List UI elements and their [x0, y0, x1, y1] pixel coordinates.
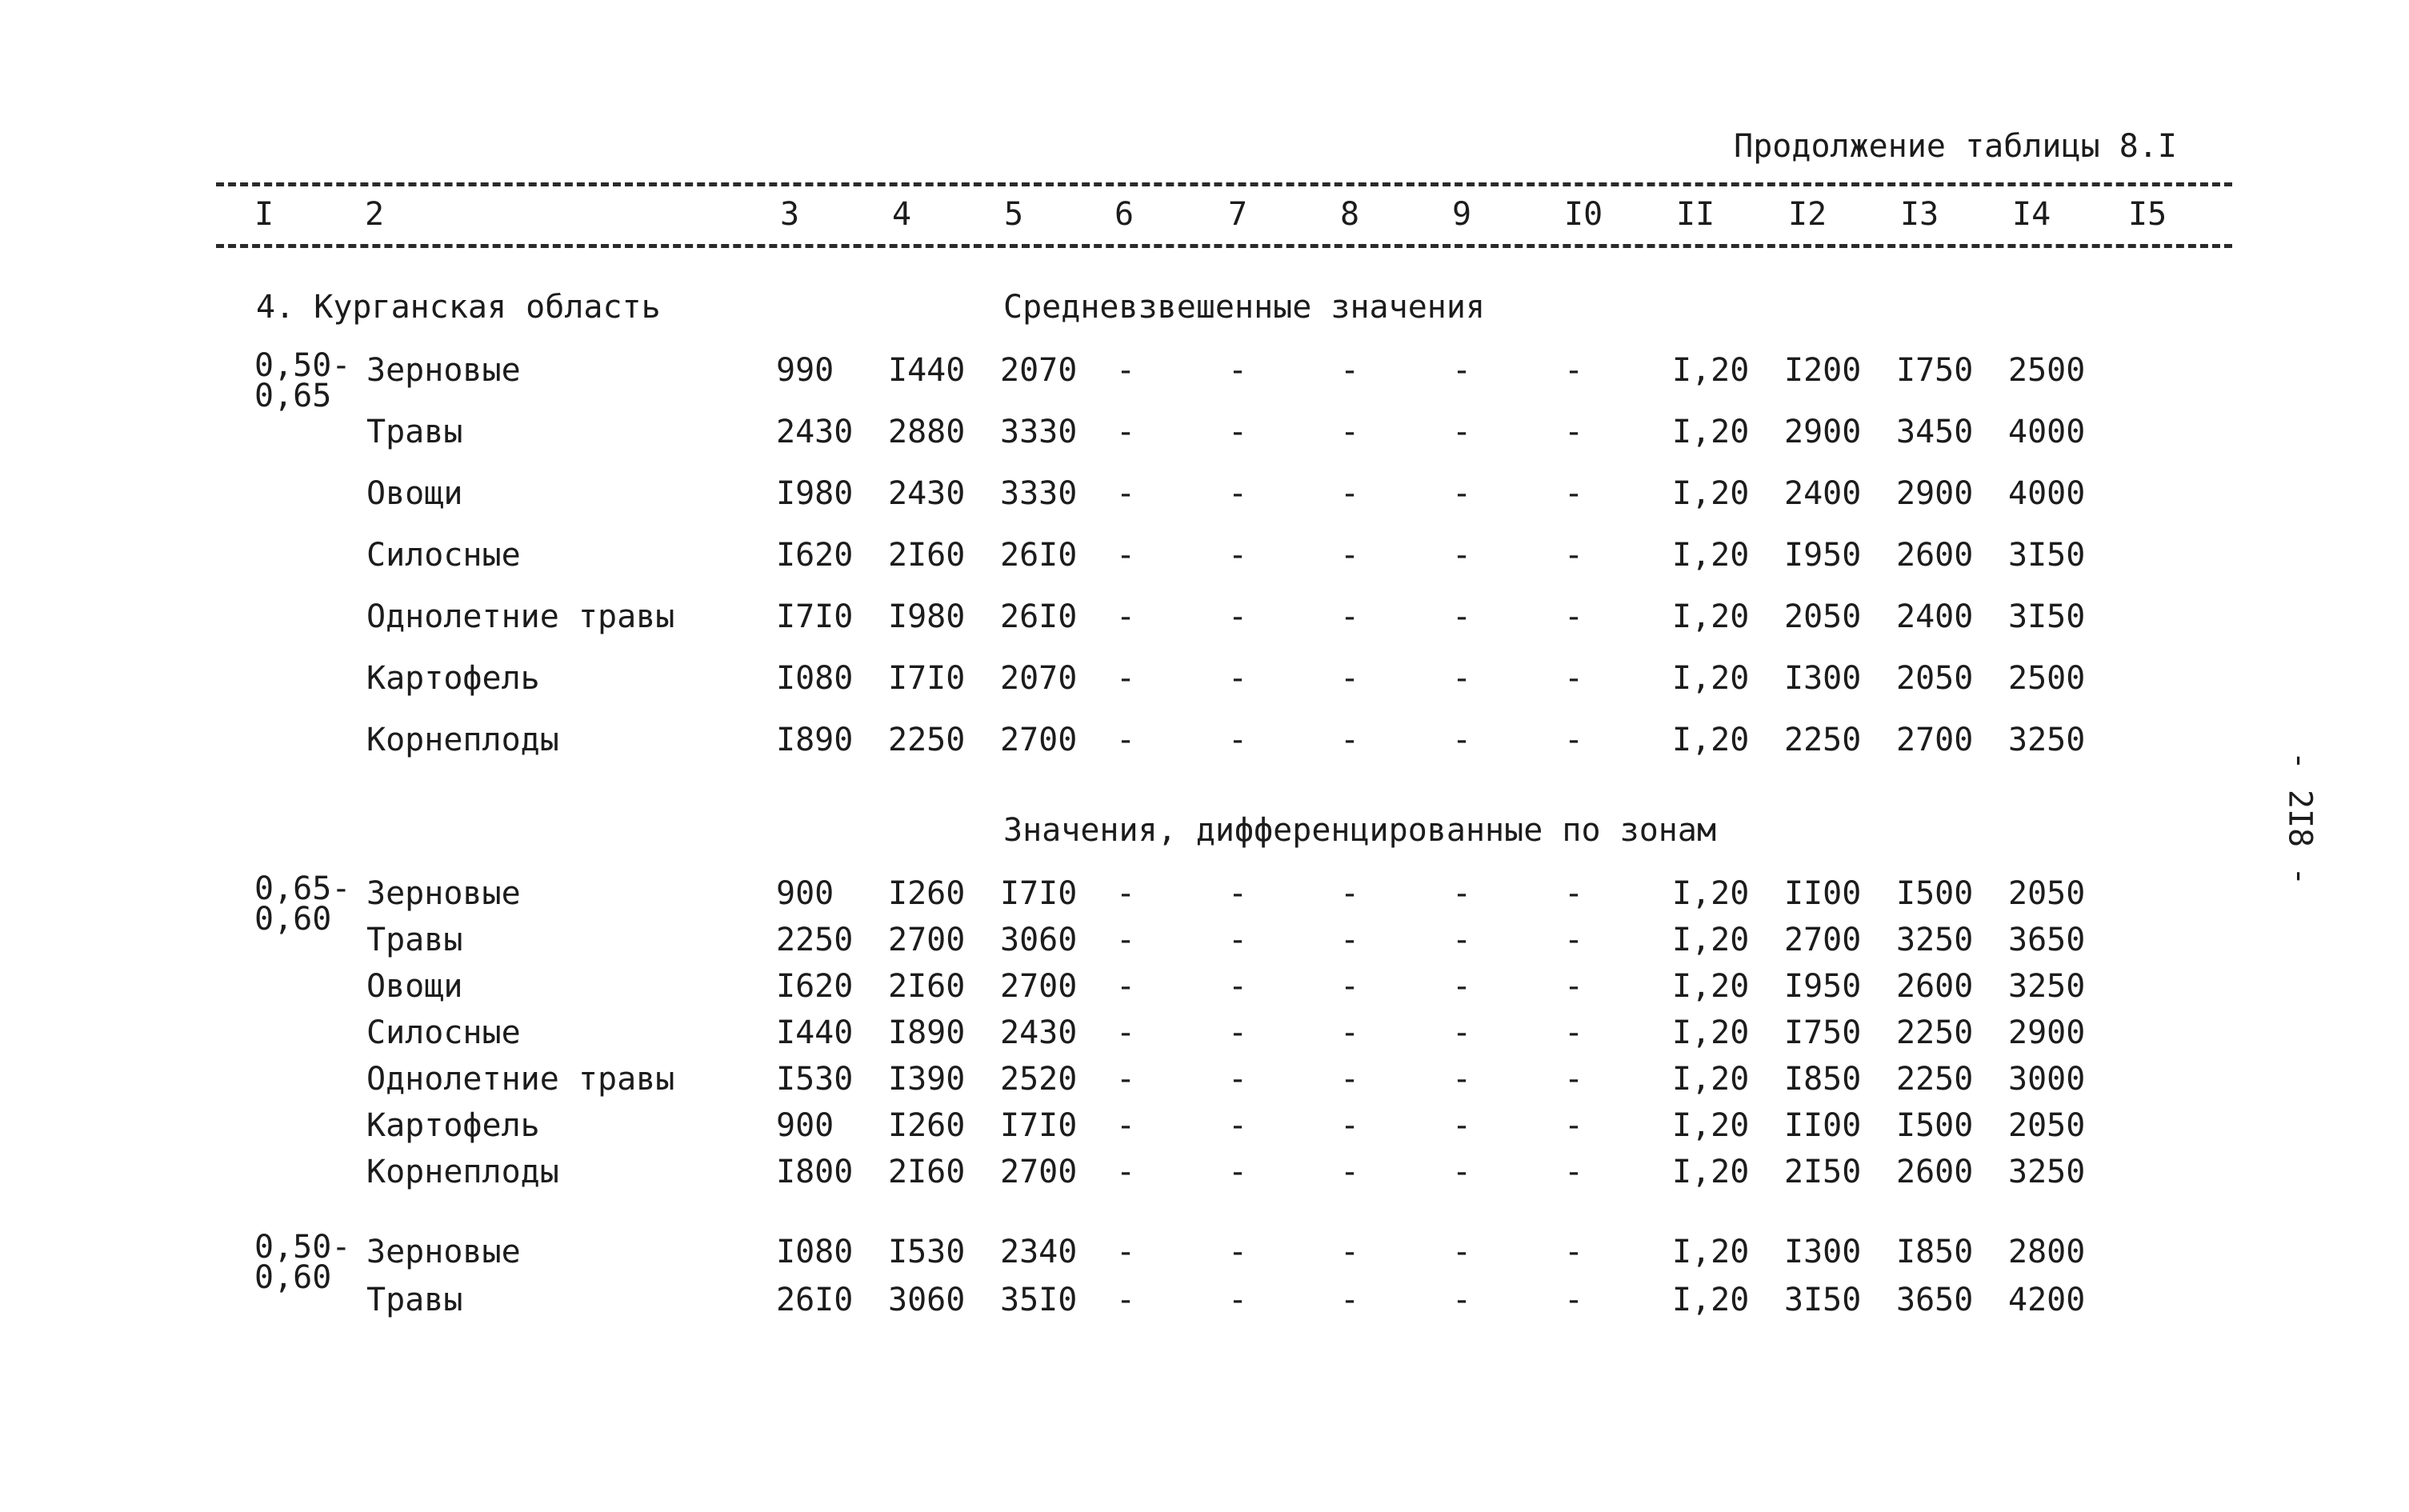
- table-cell: -: [1564, 922, 1584, 958]
- table-cell: -: [1228, 1014, 1248, 1051]
- header-col-6: 6: [1114, 196, 1134, 233]
- table-cell: -: [1452, 1014, 1472, 1051]
- table-cell: I,20: [1672, 1234, 1750, 1270]
- table-cell: 3I50: [2008, 537, 2086, 574]
- table-cell: I800: [776, 1154, 854, 1190]
- table-cell: I,20: [1672, 875, 1750, 912]
- table-cell: I,20: [1672, 598, 1750, 635]
- table-cell: 2700: [1896, 722, 1974, 758]
- crop-name: Травы: [366, 414, 463, 450]
- table-cell: -: [1564, 1154, 1584, 1190]
- table-cell: I,20: [1672, 352, 1750, 389]
- table-cell: 2250: [1896, 1061, 1974, 1098]
- table-cell: -: [1228, 475, 1248, 512]
- table-cell: -: [1452, 875, 1472, 912]
- page-number: - 2I8 -: [2281, 750, 2319, 886]
- table-cell: -: [1116, 1061, 1136, 1098]
- table-cell: I7I0: [1000, 1107, 1078, 1144]
- table-cell: -: [1340, 1234, 1360, 1270]
- table-cell: -: [1452, 1282, 1472, 1318]
- table-cell: -: [1340, 1107, 1360, 1144]
- table-cell: 2700: [888, 922, 966, 958]
- table-cell: 3250: [1896, 922, 1974, 958]
- crop-name: Травы: [366, 1282, 463, 1318]
- table-cell: II00: [1784, 1107, 1862, 1144]
- table-cell: I300: [1784, 1234, 1862, 1270]
- crop-name: Травы: [366, 922, 463, 958]
- table-cell: 26I0: [1000, 598, 1078, 635]
- table-cell: 3000: [2008, 1061, 2086, 1098]
- table-cell: -: [1228, 1061, 1248, 1098]
- table-cell: I950: [1784, 968, 1862, 1005]
- table-cell: -: [1340, 598, 1360, 635]
- table-cell: I260: [888, 1107, 966, 1144]
- table-cell: I080: [776, 660, 854, 697]
- table-cell: -: [1228, 922, 1248, 958]
- table-cell: -: [1340, 1014, 1360, 1051]
- header-col-7: 7: [1228, 196, 1248, 233]
- crop-name: Овощи: [366, 475, 463, 512]
- crop-name: Овощи: [366, 968, 463, 1005]
- table-cell: 3250: [2008, 1154, 2086, 1190]
- table-cell: 2800: [2008, 1234, 2086, 1270]
- table-cell: 2050: [2008, 1107, 2086, 1144]
- table-cell: I,20: [1672, 922, 1750, 958]
- table-cell: -: [1340, 414, 1360, 450]
- table-cell: 3650: [2008, 922, 2086, 958]
- table-cell: -: [1452, 660, 1472, 697]
- table-cell: -: [1228, 660, 1248, 697]
- table-cell: I750: [1784, 1014, 1862, 1051]
- header-col-10: I0: [1564, 196, 1603, 233]
- table-cell: -: [1228, 1107, 1248, 1144]
- table-cell: 2700: [1000, 1154, 1078, 1190]
- table-cell: -: [1116, 660, 1136, 697]
- block2-zone-range: [254, 870, 351, 938]
- table-cell: I890: [776, 722, 854, 758]
- table-cell: 2430: [1000, 1014, 1078, 1051]
- header-col-14: I4: [2012, 196, 2051, 233]
- crop-name: Силосные: [366, 1014, 521, 1051]
- table-cell: 900: [776, 1107, 834, 1144]
- table-cell: 2I60: [888, 968, 966, 1005]
- table-cell: I,20: [1672, 1282, 1750, 1318]
- table-cell: -: [1452, 968, 1472, 1005]
- block3-zone-line: 0,60: [254, 1259, 332, 1296]
- table-cell: -: [1564, 1061, 1584, 1098]
- block1-zone-range: [254, 347, 351, 414]
- table-cell: -: [1116, 1234, 1136, 1270]
- table-cell: 2I60: [888, 537, 966, 574]
- crop-name: Картофель: [366, 660, 540, 697]
- table-cell: 2050: [1896, 660, 1974, 697]
- table-cell: -: [1564, 414, 1584, 450]
- table-cell: I7I0: [1000, 875, 1078, 912]
- table-cell: 2900: [1896, 475, 1974, 512]
- table-cell: -: [1452, 414, 1472, 450]
- table-cell: -: [1452, 722, 1472, 758]
- table-cell: I440: [888, 352, 966, 389]
- table-cell: I890: [888, 1014, 966, 1051]
- table-cell: -: [1340, 537, 1360, 574]
- crop-name: Картофель: [366, 1107, 540, 1144]
- table-cell: I,20: [1672, 1154, 1750, 1190]
- table-cell: -: [1228, 598, 1248, 635]
- table-cell: 2400: [1896, 598, 1974, 635]
- table-cell: 4000: [2008, 475, 2086, 512]
- table-cell: I,20: [1672, 1107, 1750, 1144]
- crop-name: Корнеплоды: [366, 1154, 559, 1190]
- table-cell: 4200: [2008, 1282, 2086, 1318]
- crop-name: Однолетние травы: [366, 1061, 675, 1098]
- table-cell: I980: [888, 598, 966, 635]
- table-cell: 2900: [2008, 1014, 2086, 1051]
- table-cell: -: [1116, 1014, 1136, 1051]
- table-cell: I850: [1896, 1234, 1974, 1270]
- table-cell: I620: [776, 968, 854, 1005]
- block1-title: Средневзвешенные значения: [1003, 289, 1486, 326]
- table-cell: -: [1452, 1107, 1472, 1144]
- table-cell: 3060: [1000, 922, 1078, 958]
- table-cell: -: [1340, 1154, 1360, 1190]
- table-cell: 3250: [2008, 722, 2086, 758]
- table-cell: -: [1452, 1061, 1472, 1098]
- table-cell: -: [1340, 875, 1360, 912]
- table-cell: -: [1116, 968, 1136, 1005]
- table-cell: -: [1116, 1107, 1136, 1144]
- table-cell: I,20: [1672, 1014, 1750, 1051]
- table-cell: -: [1452, 1234, 1472, 1270]
- table-cell: -: [1116, 1154, 1136, 1190]
- crop-name: Зерновые: [366, 875, 521, 912]
- table-cell: -: [1228, 875, 1248, 912]
- table-cell: 2700: [1000, 968, 1078, 1005]
- table-cell: 2430: [776, 414, 854, 450]
- table-cell: 900: [776, 875, 834, 912]
- table-cell: 2700: [1000, 722, 1078, 758]
- table-cell: -: [1564, 1282, 1584, 1318]
- table-cell: -: [1452, 598, 1472, 635]
- table-cell: 2I60: [888, 1154, 966, 1190]
- table-cell: I260: [888, 875, 966, 912]
- table-cell: 3330: [1000, 414, 1078, 450]
- table-cell: II00: [1784, 875, 1862, 912]
- table-cell: 3330: [1000, 475, 1078, 512]
- table-cell: 2050: [1784, 598, 1862, 635]
- table-cell: 2250: [1896, 1014, 1974, 1051]
- table-cell: I,20: [1672, 537, 1750, 574]
- table-cell: 3250: [2008, 968, 2086, 1005]
- table-cell: 2600: [1896, 968, 1974, 1005]
- table-cell: I980: [776, 475, 854, 512]
- crop-name: Однолетние травы: [366, 598, 675, 635]
- header-col-9: 9: [1452, 196, 1472, 233]
- table-cell: I750: [1896, 352, 1974, 389]
- table-cell: -: [1564, 660, 1584, 697]
- table-caption: Продолжение таблицы 8.I: [1734, 128, 2177, 165]
- block2-zone-line: 0,60: [254, 901, 332, 938]
- table-cell: 26I0: [1000, 537, 1078, 574]
- header-rule-bottom: [216, 244, 2232, 248]
- header-rule-top: [216, 182, 2232, 186]
- table-cell: -: [1452, 1154, 1472, 1190]
- block1-zone-line: 0,50-: [254, 347, 351, 384]
- table-cell: 2900: [1784, 414, 1862, 450]
- table-cell: 2520: [1000, 1061, 1078, 1098]
- table-cell: -: [1340, 660, 1360, 697]
- table-cell: 2050: [2008, 875, 2086, 912]
- table-cell: 2340: [1000, 1234, 1078, 1270]
- table-cell: 2700: [1784, 922, 1862, 958]
- table-cell: 2250: [888, 722, 966, 758]
- table-cell: -: [1340, 968, 1360, 1005]
- table-cell: -: [1116, 722, 1136, 758]
- table-cell: -: [1564, 1234, 1584, 1270]
- table-cell: I440: [776, 1014, 854, 1051]
- header-col-11: II: [1676, 196, 1715, 233]
- table-cell: -: [1116, 352, 1136, 389]
- table-cell: 2250: [776, 922, 854, 958]
- table-cell: -: [1228, 414, 1248, 450]
- table-cell: 2430: [888, 475, 966, 512]
- table-cell: -: [1564, 475, 1584, 512]
- table-cell: -: [1340, 475, 1360, 512]
- table-cell: I850: [1784, 1061, 1862, 1098]
- table-cell: I200: [1784, 352, 1862, 389]
- header-col-15: I5: [2128, 196, 2167, 233]
- block1-zone-line: 0,65: [254, 378, 332, 414]
- table-cell: -: [1228, 1282, 1248, 1318]
- table-cell: I,20: [1672, 475, 1750, 512]
- table-cell: -: [1564, 968, 1584, 1005]
- table-cell: -: [1340, 922, 1360, 958]
- table-cell: 2250: [1784, 722, 1862, 758]
- table-cell: I530: [776, 1061, 854, 1098]
- table-cell: I530: [888, 1234, 966, 1270]
- table-cell: 3I50: [2008, 598, 2086, 635]
- table-cell: I,20: [1672, 722, 1750, 758]
- table-cell: -: [1228, 968, 1248, 1005]
- crop-name: Зерновые: [366, 1234, 521, 1270]
- table-cell: I,20: [1672, 1061, 1750, 1098]
- table-cell: I080: [776, 1234, 854, 1270]
- crop-name: Корнеплоды: [366, 722, 559, 758]
- table-cell: 3650: [1896, 1282, 1974, 1318]
- table-cell: 2070: [1000, 352, 1078, 389]
- table-cell: -: [1564, 722, 1584, 758]
- table-cell: -: [1564, 875, 1584, 912]
- table-cell: I7I0: [888, 660, 966, 697]
- table-cell: -: [1116, 922, 1136, 958]
- table-cell: -: [1116, 1282, 1136, 1318]
- table-cell: -: [1228, 537, 1248, 574]
- table-cell: I620: [776, 537, 854, 574]
- table-cell: 26I0: [776, 1282, 854, 1318]
- table-cell: 2880: [888, 414, 966, 450]
- table-cell: -: [1228, 722, 1248, 758]
- table-cell: 35I0: [1000, 1282, 1078, 1318]
- table-cell: 2I50: [1784, 1154, 1862, 1190]
- table-cell: I,20: [1672, 414, 1750, 450]
- header-col-3: 3: [780, 196, 800, 233]
- table-cell: -: [1452, 475, 1472, 512]
- region-title: 4. Курганская область: [256, 289, 661, 326]
- table-cell: 2500: [2008, 352, 2086, 389]
- block3-zone-line: 0,50-: [254, 1229, 351, 1266]
- table-cell: 990: [776, 352, 834, 389]
- header-col-4: 4: [892, 196, 912, 233]
- table-cell: -: [1116, 598, 1136, 635]
- block2-zone-line: 0,65-: [254, 870, 351, 907]
- table-cell: I,20: [1672, 660, 1750, 697]
- table-cell: I390: [888, 1061, 966, 1098]
- block2-title: Значения, дифференцированные по зонам: [1003, 812, 1717, 849]
- table-cell: -: [1116, 475, 1136, 512]
- table-cell: 2070: [1000, 660, 1078, 697]
- table-cell: I500: [1896, 875, 1974, 912]
- table-cell: -: [1452, 537, 1472, 574]
- table-cell: -: [1564, 1014, 1584, 1051]
- table-cell: 4000: [2008, 414, 2086, 450]
- table-cell: -: [1228, 1234, 1248, 1270]
- table-cell: -: [1452, 922, 1472, 958]
- table-cell: -: [1116, 414, 1136, 450]
- table-cell: 2500: [2008, 660, 2086, 697]
- table-cell: I,20: [1672, 968, 1750, 1005]
- header-col-2: 2: [365, 196, 385, 233]
- table-cell: I500: [1896, 1107, 1974, 1144]
- crop-name: Зерновые: [366, 352, 521, 389]
- table-cell: 3I50: [1784, 1282, 1862, 1318]
- header-col-5: 5: [1004, 196, 1024, 233]
- table-cell: -: [1340, 722, 1360, 758]
- table-cell: 3060: [888, 1282, 966, 1318]
- header-col-12: I2: [1788, 196, 1827, 233]
- table-cell: -: [1564, 1107, 1584, 1144]
- table-cell: 2600: [1896, 1154, 1974, 1190]
- table-cell: I7I0: [776, 598, 854, 635]
- table-cell: -: [1340, 1061, 1360, 1098]
- header-col-13: I3: [1900, 196, 1939, 233]
- block3-zone-range: [254, 1229, 351, 1296]
- table-cell: I300: [1784, 660, 1862, 697]
- header-col-8: 8: [1340, 196, 1360, 233]
- table-cell: -: [1228, 352, 1248, 389]
- header-col-1: I: [254, 196, 274, 233]
- table-cell: -: [1564, 352, 1584, 389]
- table-cell: -: [1116, 537, 1136, 574]
- table-cell: -: [1340, 1282, 1360, 1318]
- table-cell: 3450: [1896, 414, 1974, 450]
- crop-name: Силосные: [366, 537, 521, 574]
- table-cell: -: [1116, 875, 1136, 912]
- table-cell: 2600: [1896, 537, 1974, 574]
- table-cell: -: [1564, 598, 1584, 635]
- table-cell: -: [1228, 1154, 1248, 1190]
- table-cell: 2400: [1784, 475, 1862, 512]
- table-cell: -: [1452, 352, 1472, 389]
- table-cell: -: [1340, 352, 1360, 389]
- table-cell: -: [1564, 537, 1584, 574]
- table-cell: I950: [1784, 537, 1862, 574]
